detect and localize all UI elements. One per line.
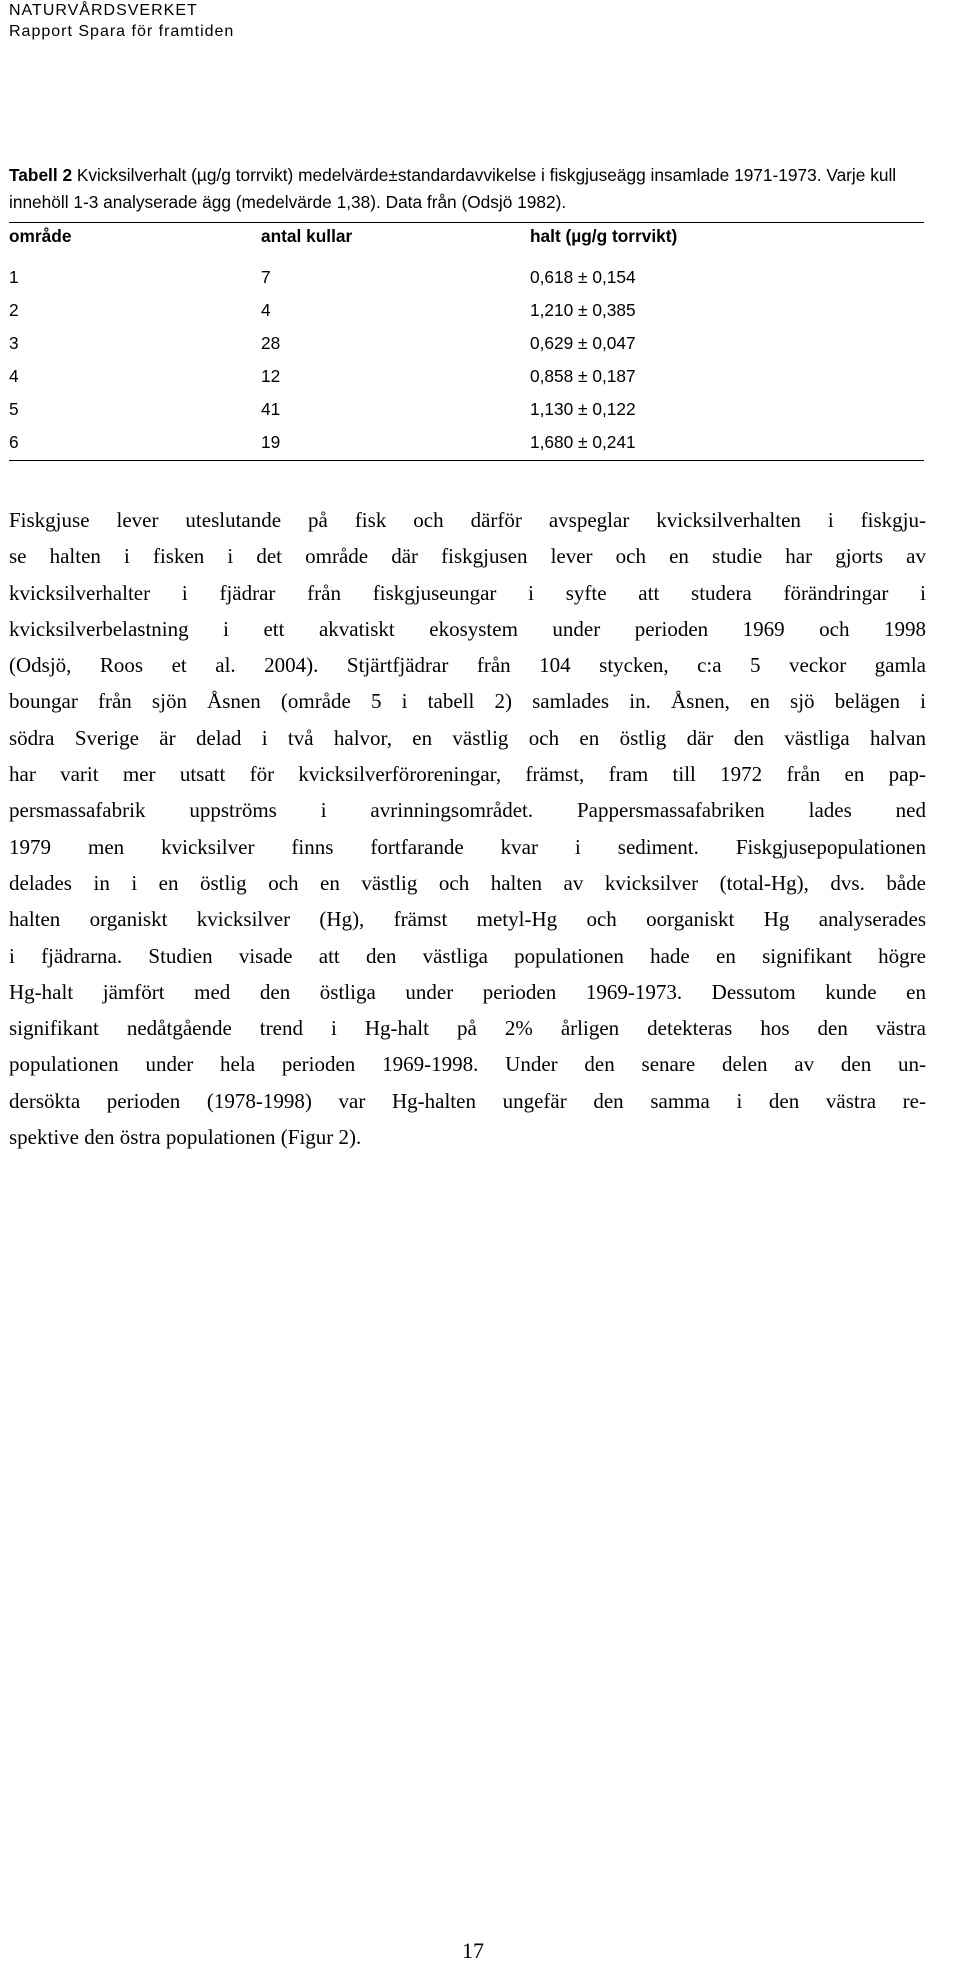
page-header — [9, 0, 234, 42]
table-cell: 3 — [9, 333, 19, 353]
table-cell: 5 — [9, 399, 19, 419]
table-cell: 19 — [261, 432, 281, 452]
header-series: Rapport Spara för framtiden — [9, 23, 235, 40]
table-cell: 1,680 ± 0,241 — [530, 432, 636, 452]
table-cell: 1,130 ± 0,122 — [530, 399, 636, 419]
table-top-rule — [9, 222, 924, 223]
paragraph-line: kvicksilverhalter i fjädrar från fiskgjuseungar i syfte att studera förändringar i — [9, 580, 926, 605]
paragraph-line: dersökta perioden (1978-1998) var Hg-halten ungefär den samma i den västra re- — [9, 1088, 926, 1113]
paragraph-line: boungar från sjön Åsnen (område 5 i tabell 2) samlades in. Åsnen, en sjö belägen i — [9, 689, 926, 714]
table-row — [9, 399, 924, 423]
caption-text: Kvicksilverhalt (µg/g torrvikt) medelvärde±standardavvikelse i fiskgjuseägg insamlade 1971-1973. Varje kull innehöll 1-3 analyserade ägg (medelvärde 1,38). Data från (Odsjö 1982). — [9, 165, 897, 212]
paragraph-line: 1979 men kvicksilver finns fortfarande kvar i sediment. Fiskgjusepopulationen — [9, 834, 926, 859]
table-cell: 1 — [9, 267, 19, 287]
table-cell: 0,858 ± 0,187 — [530, 366, 636, 386]
table-cell: 28 — [261, 333, 281, 353]
table-header-row — [9, 226, 924, 250]
paragraph-line: i fjädrarna. Studien visade att den västliga populationen hade en signifikant högre — [9, 943, 926, 968]
caption-lead: Tabell 2 — [9, 165, 73, 185]
table-row — [9, 333, 924, 357]
table-cell: 4 — [261, 300, 271, 320]
page-number: 17 — [462, 1938, 484, 1963]
table-row — [9, 432, 924, 456]
column-header: område — [9, 226, 72, 246]
paragraph-line: Fiskgjuse lever uteslutande på fisk och därför avspeglar kvicksilverhalten i fiskgju- — [9, 508, 926, 532]
paragraph-line: kvicksilverbelastning i ett akvatiskt ekosystem under perioden 1969 och 1998 — [9, 616, 926, 641]
table-row — [9, 300, 924, 324]
paragraph-line: halten organiskt kvicksilver (Hg), främst metyl-Hg och oorganiskt Hg analyserades — [9, 907, 926, 932]
table-caption — [9, 162, 924, 216]
table-cell: 6 — [9, 432, 19, 452]
table-cell: 1,210 ± 0,385 — [530, 300, 636, 320]
table-cell: 0,629 ± 0,047 — [530, 333, 636, 353]
paragraph-line: (Odsjö, Roos et al. 2004). Stjärtfjädrar från 104 stycken, c:a 5 veckor gamla — [9, 653, 926, 678]
table-bottom-rule — [9, 460, 924, 461]
paragraph-line: delades in i en östlig och en västlig och halten av kvicksilver (total-Hg), dvs. både — [9, 870, 926, 895]
paragraph-line: signifikant nedåtgående trend i Hg-halt på 2% årligen detekteras hos den västra — [9, 1016, 926, 1041]
paragraph-line: persmassafabrik uppströms i avrinningsområdet. Pappersmassafabriken lades ned — [9, 798, 926, 823]
paragraph-line: spektive den östra populationen (Figur 2). — [9, 1125, 362, 1150]
column-header: halt (µg/g torrvikt) — [530, 226, 678, 246]
table-cell: 0,618 ± 0,154 — [530, 267, 636, 287]
table-cell: 12 — [261, 366, 281, 386]
paragraph-line: södra Sverige är delad i två halvor, en västlig och en östlig där den västliga halvan — [9, 725, 926, 750]
paragraph-line: se halten i fisken i det område där fiskgjusen lever och en studie har gjorts av — [9, 544, 926, 569]
header-org: NATURVÅRDSVERKET — [9, 2, 198, 19]
table-row — [9, 366, 924, 390]
paragraph-line: har varit mer utsatt för kvicksilverföroreningar, främst, fram till 1972 från en pap- — [9, 762, 926, 787]
table-cell: 4 — [9, 366, 19, 386]
paragraph-line: populationen under hela perioden 1969-1998. Under den senare delen av den un- — [9, 1052, 926, 1077]
table-cell: 2 — [9, 300, 19, 320]
table-cell: 7 — [261, 267, 271, 287]
paragraph-line: Hg-halt jämfört med den östliga under perioden 1969-1973. Dessutom kunde en — [9, 979, 926, 1004]
body-paragraph — [9, 502, 926, 1155]
data-table — [9, 222, 924, 452]
column-header: antal kullar — [261, 226, 353, 246]
table-row — [9, 267, 924, 291]
table-cell: 41 — [261, 399, 281, 419]
